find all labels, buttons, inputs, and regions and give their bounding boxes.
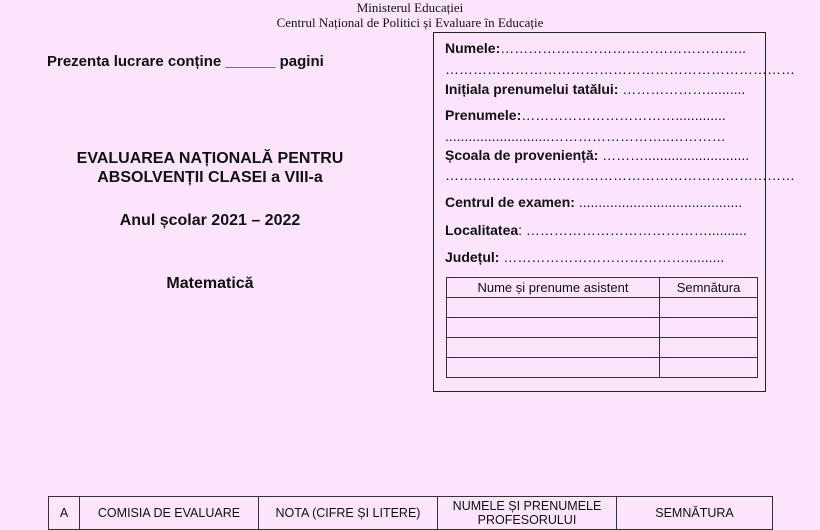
father-initial-dots: ……………….......... xyxy=(622,81,746,97)
school-dots-line-2: ………………………………………………………………… xyxy=(445,167,795,183)
name-field[interactable] xyxy=(445,40,746,56)
exam-title xyxy=(40,149,380,187)
assistant-name-cell[interactable] xyxy=(447,298,660,318)
signature-header: SEMNĂTURA xyxy=(617,497,773,530)
school-dots: ………........................... xyxy=(602,147,750,163)
table-row xyxy=(447,338,758,358)
first-name-field[interactable] xyxy=(445,107,726,123)
assistant-name-cell[interactable] xyxy=(447,358,660,378)
school-year: Anul școlar 2021 – 2022 xyxy=(119,212,301,229)
section-a-cell: A xyxy=(49,497,80,530)
father-initial-label: Inițiala prenumelui tatălui: xyxy=(445,81,619,97)
teacher-name-header xyxy=(438,497,617,530)
exam-title-line-2: ABSOLVENȚII CLASEI a VIII-a xyxy=(97,169,323,186)
county-field[interactable] xyxy=(445,249,724,265)
exam-center-dots: .......................................... xyxy=(578,194,743,210)
county-dots: ………………………………….......... xyxy=(503,249,725,265)
teacher-name-header-line-1: NUMELE ȘI PRENUMELE xyxy=(452,499,602,513)
first-name-label: Prenumele: xyxy=(445,107,522,123)
assistant-signature-cell[interactable] xyxy=(660,298,758,318)
assistant-name-header: Nume și prenume asistent xyxy=(447,278,660,298)
grade-header: NOTA (CIFRE ȘI LITERE) xyxy=(259,497,438,530)
school-label: Școala de proveniență: xyxy=(445,147,599,163)
assistant-table-header-row xyxy=(447,278,758,298)
page-count-statement: Prezenta lucrare conține ______ pagini xyxy=(47,53,324,70)
evaluation-table xyxy=(48,496,773,530)
table-row xyxy=(447,298,758,318)
name-dots-line-2: ………………………………………………………………… xyxy=(445,61,795,77)
teacher-name-header-line-2: PROFESORULUI xyxy=(477,513,577,527)
father-initial-field[interactable] xyxy=(445,81,745,97)
assistant-signature-cell[interactable] xyxy=(660,358,758,378)
county-label: Județul: xyxy=(445,249,500,265)
assistant-name-cell[interactable] xyxy=(447,338,660,358)
locality-dots: : ………………………………….......... xyxy=(518,222,747,238)
first-name-dots-line-2: ...........................……………………..………… xyxy=(445,128,726,144)
table-row xyxy=(447,358,758,378)
exam-center-label: Centrul de examen: xyxy=(445,194,575,210)
exam-title-line-1: EVALUAREA NAȚIONALĂ PENTRU xyxy=(76,150,344,167)
name-dots: …………………………………………….. xyxy=(500,40,747,56)
name-label: Numele: xyxy=(445,40,501,56)
locality-field[interactable] xyxy=(445,222,747,238)
assistant-name-cell[interactable] xyxy=(447,318,660,338)
school-field[interactable] xyxy=(445,147,749,163)
table-row xyxy=(447,318,758,338)
assistant-table xyxy=(446,277,758,378)
evaluation-table-header-row xyxy=(49,497,773,530)
commission-header: COMISIA DE EVALUARE xyxy=(80,497,259,530)
assistant-signature-header: Semnătura xyxy=(660,278,758,298)
exam-subject: Matematică xyxy=(166,275,254,292)
locality-label: Localitatea xyxy=(445,222,519,238)
center-name: Centrul Național de Politici și Evaluare în Educație xyxy=(276,15,544,30)
exam-center-field[interactable] xyxy=(445,194,742,210)
first-name-dots: ……………………………............. xyxy=(521,107,726,123)
ministry-name: Ministerul Educației xyxy=(356,0,464,15)
assistant-signature-cell[interactable] xyxy=(660,318,758,338)
candidate-id-box xyxy=(433,32,795,392)
document-header xyxy=(0,0,820,30)
assistant-signature-cell[interactable] xyxy=(660,338,758,358)
